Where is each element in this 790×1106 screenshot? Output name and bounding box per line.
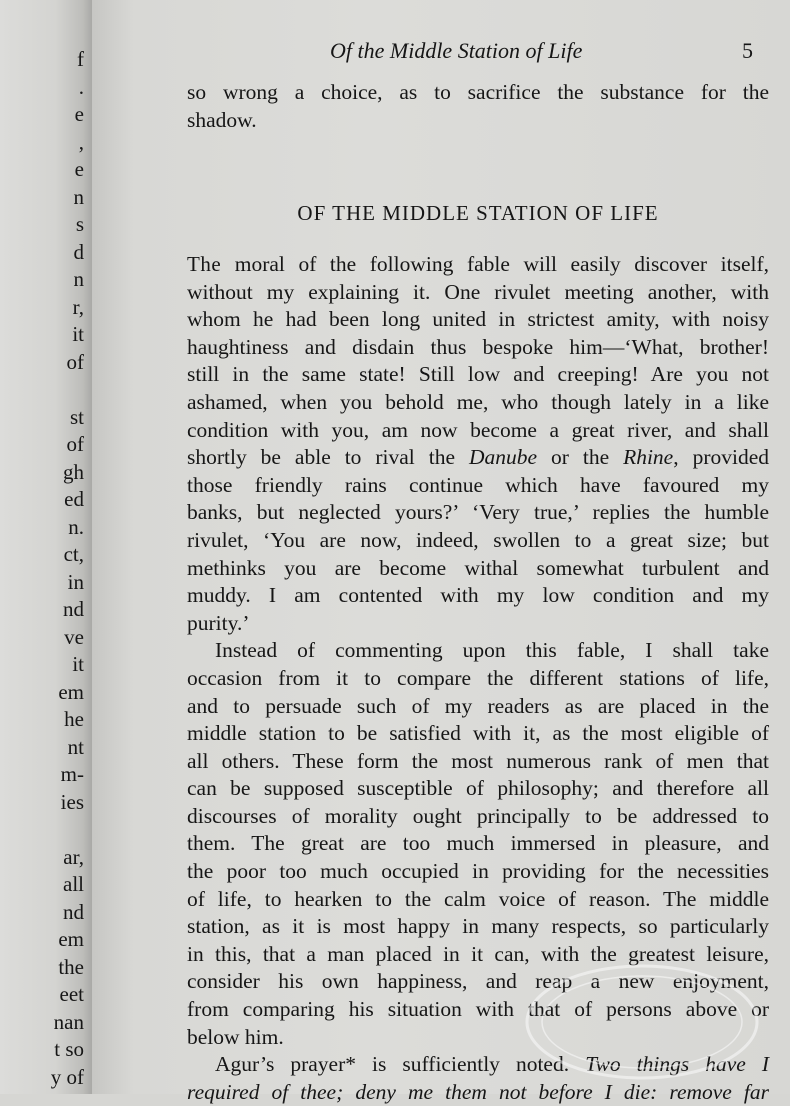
left-page-fragment: em [58, 679, 84, 704]
intro-text [187, 79, 769, 134]
text-line: those friendly rains continue which have favoured my [187, 472, 769, 497]
text-line: purity.’ [187, 610, 250, 635]
text-line: them. The great are too much immersed in pleasure, and [187, 831, 769, 856]
left-page-fragment: e [74, 157, 84, 181]
left-page-fragment: ed [64, 487, 84, 511]
left-page-fragment: nd [63, 597, 84, 621]
left-page-fragment: s [75, 212, 84, 236]
left-page-fragment: e [74, 102, 84, 126]
running-head: Of the Middle Station of Life [330, 38, 583, 63]
left-page-fragment: nan [53, 1009, 84, 1034]
left-page-fragment: , [78, 129, 84, 154]
text-line: still in the same state! Still low and creeping! Are you not [187, 362, 769, 387]
text-line: Instead of commenting upon this fable, I shall take [215, 638, 769, 663]
text-line: shortly be able to rival the Danube or the Rhine, provided [187, 445, 769, 470]
text-line: banks, but neglected yours?’ ‘Very true,’ replies the humble [187, 500, 769, 525]
left-page-fragment: t so [54, 1037, 84, 1061]
left-page-fragment: y of [50, 1064, 84, 1089]
text-line: middle station to be satisfied with it, as the most eligible of [187, 721, 769, 746]
left-page-fragment: gh [63, 459, 84, 484]
text-line: methinks you are become withal somewhat turbulent and [187, 555, 769, 580]
text-line: all others. These form the most numerous rank of men that [187, 748, 769, 773]
text-line: the poor too much occupied in providing for the necessities [187, 859, 769, 884]
left-page-fragment: nt [67, 734, 84, 759]
left-page-fragment: it [72, 322, 84, 346]
left-page-fragment: ar, [63, 844, 84, 869]
text-line: occasion from it to compare the different stations of life, [187, 665, 769, 690]
left-page-fragment: f [77, 47, 84, 71]
left-page-fragment: in [67, 569, 84, 594]
watermark-stamp [522, 962, 762, 1082]
left-page-fragment: st [69, 404, 84, 429]
left-page-fragment: he [64, 707, 84, 731]
left-page-fragment: m- [60, 762, 84, 786]
text-line: below him. [187, 1024, 284, 1049]
text-line: of life, to hearken to the calm voice of reason. The middle [187, 886, 769, 911]
left-page-fragment: n [73, 267, 84, 291]
left-page-text-fragments [51, 46, 84, 1091]
left-page-fragment [51, 376, 84, 404]
text-line: and to persuade such of my readers as are placed in the [187, 693, 769, 718]
left-page-fragment: ies [60, 789, 84, 814]
text-line: consider his own happiness, and reap a new enjoyment, [187, 969, 769, 994]
text-line: muddy. I am contented with my low condition and my [187, 583, 769, 608]
left-page-fragment: n [73, 184, 84, 209]
left-page-fragment: the [58, 954, 84, 979]
text-line: required of thee; deny me them not before I die: remove far [187, 1079, 769, 1104]
left-page-fragment: of [66, 349, 84, 374]
text-line: condition with you, am now become a great river, and shall [187, 417, 769, 442]
text-line: can be supposed susceptible of philosophy; and therefore all [187, 776, 769, 801]
left-page-fragment: ct, [63, 542, 84, 566]
text-line: discourses of morality ought principally to be addressed to [187, 803, 769, 828]
left-page-fragment: nd [63, 899, 84, 924]
left-page-fragment: . [78, 74, 84, 99]
text-line: The moral of the following fable will easily discover itself, [187, 252, 769, 276]
text-line: haughtiness and disdain thus bespoke him—‘What, brother! [187, 334, 769, 359]
text-line: in this, that a man placed in it can, with the greatest leisure, [187, 941, 769, 966]
left-page-fragment: em [58, 927, 84, 951]
text-line: whom he had been long united in strictest amity, with noisy [187, 307, 769, 332]
text-line: without my explaining it. One rivulet meeting another, with [187, 279, 769, 304]
text-line: shadow. [187, 107, 257, 132]
left-page-fragment: all [63, 872, 84, 896]
small-caps-opening: The [187, 252, 222, 276]
chapter-heading: OF THE MIDDLE STATION OF LIFE [297, 201, 659, 225]
left-page-fragment: d [73, 239, 84, 264]
left-page-fragment: of [66, 432, 84, 456]
left-page-fragment: it [72, 652, 84, 676]
text-line: from comparing his situation with that of persons above or [187, 997, 769, 1022]
left-page-fragment: ve [64, 624, 84, 649]
page-number: 5 [742, 38, 753, 63]
text-line: Agur’s prayer* is sufficiently noted. Two things have I [215, 1052, 769, 1077]
left-page [0, 0, 92, 1094]
left-page-fragment: r, [72, 294, 84, 319]
text-line: ashamed, when you behold me, who though lately in a like [187, 389, 769, 414]
text-line: so wrong a choice, as to sacrifice the substance for the [187, 80, 769, 104]
left-page-fragment: n. [68, 514, 84, 539]
left-page-fragment [51, 816, 84, 844]
left-page-fragment: eet [59, 982, 84, 1006]
text-line: station, as it is most happy in many respects, so particularly [187, 914, 769, 939]
text-line: rivulet, ‘You are now, indeed, swollen to a great size; but [187, 527, 769, 552]
